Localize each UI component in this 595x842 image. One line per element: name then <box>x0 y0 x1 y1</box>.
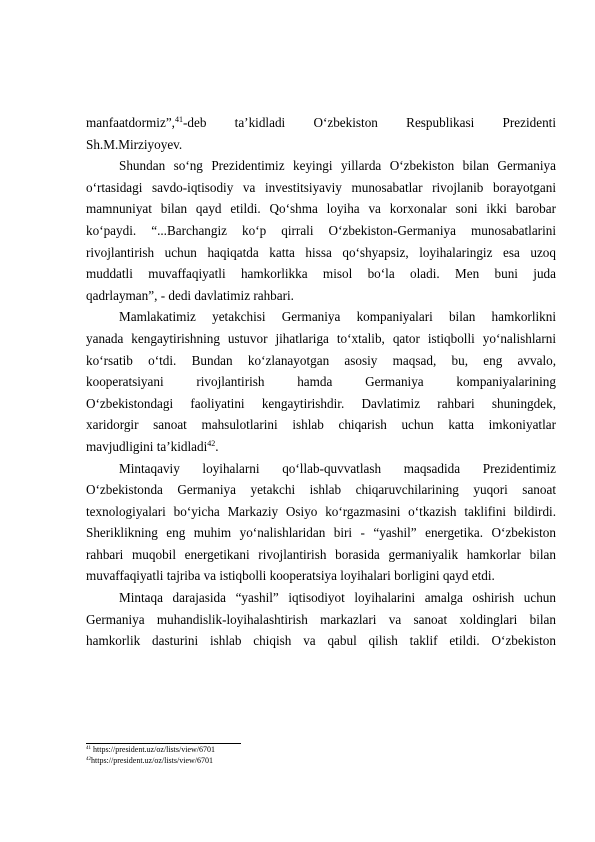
paragraph-3-line-2: yanada kengaytirishning ustuvor jihatlariga to‘xtalib, qator istiqbolli yo‘nalishlarni <box>86 330 556 346</box>
paragraph-3-line-1: Mamlakatimiz yetakchisi Germaniya kompaniyalari bilan hamkorlikni <box>119 309 556 325</box>
paragraph-3-line-3: ko‘rsatib o‘tdi. Bundan ko‘zlanayotgan asosiy maqsad, bu, eng avvalo, <box>86 352 556 368</box>
paragraph-2-line-7: qadrlayman”, - dedi davlatimiz rahbari. <box>86 287 294 303</box>
paragraph-2-line-4: ko‘paydi. “...Barchangiz ko‘p qirrali O‘zbekiston-Germaniya munosabatlarini <box>86 222 556 238</box>
footnote-41-link[interactable]: https://president.uz/oz/lists/view/6701 <box>93 745 215 754</box>
footnote-42-link[interactable]: https://president.uz/oz/lists/view/6701 <box>91 756 213 765</box>
footnote-ref-41: 41 <box>174 115 183 124</box>
paragraph-1-line-2: Sh.M.Mirziyoyev. <box>86 136 183 152</box>
paragraph-3-line-4: kooperatsiyani rivojlantirish hamda Germaniya kompaniyalarining <box>86 374 556 390</box>
paragraph-1-line-1: manfaatdormiz”,$^{41}$-deb ta’kidladi O‘zbekiston Respublikasi Prezidenti <box>86 115 556 130</box>
paragraph-2-line-5: rivojlantirish uchun haqiqatda katta hissa qo‘shyapsiz, loyihalaringiz esa uzoq <box>86 244 556 260</box>
footnote-41: $^{41}$ https://president.uz/oz/lists/view/6701 <box>86 745 215 754</box>
paragraph-2-line-2: o‘rtasidagi savdo-iqtisodiy va investitsiyaviy munosabatlar rivojlanib borayotgani <box>86 179 556 195</box>
paragraph-5-line-3: hamkorlik dasturini ishlab chiqish va qabul qilish taklif etildi. O‘zbekiston <box>86 633 556 649</box>
paragraph-3-line-6: xaridorgir sanoat mahsulotlarini ishlab chiqarish uchun katta imkoniyatlar <box>86 417 556 433</box>
paragraph-2-line-6: muddatli muvaffaqiyatli hamkorlikka misol bo‘la oladi. Men buni juda <box>86 266 556 282</box>
paragraph-3-line-7: mavjudligini ta’kidladi$^{42}$. <box>86 438 219 454</box>
paragraph-4-line-1: Mintaqaviy loyihalarni qo‘llab-quvvatlash maqsadida Prezidentimiz <box>119 460 556 476</box>
paragraph-4-line-6: muvaffaqiyatli tajriba va istiqbolli kooperatsiya loyihalari borligini qayd etdi. <box>86 568 495 584</box>
paragraph-2-line-1: Shundan so‘ng Prezidentimiz keyingi yillarda O‘zbekiston bilan Germaniya <box>119 158 556 174</box>
paragraph-4-line-2: O‘zbekistonda Germaniya yetakchi ishlab chiqaruvchilarining yuqori sanoat <box>86 482 556 498</box>
paragraph-4-line-4: Sheriklikning eng muhim yo‘nalishlaridan biri - “yashil” energetika. O‘zbekiston <box>86 525 556 541</box>
paragraph-2-line-3: mamnuniyat bilan qayd etildi. Qo‘shma loyiha va korxonalar soni ikki barobar <box>86 201 556 217</box>
footnote-divider <box>86 743 241 744</box>
footnote-ref-42: 42 <box>207 438 216 448</box>
paragraph-3-line-5: O‘zbekistondagi faoliyatini kengaytirishdir. Davlatimiz rahbari shuningdek, <box>86 395 556 411</box>
paragraph-5-line-2: Germaniya muhandislik-loyihalashtirish markazlari va sanoat xoldinglari bilan <box>86 611 556 627</box>
paragraph-4-line-3: texnologiyalari bo‘yicha Markaziy Osiyo ko‘rgazmasini o‘tkazish taklifini bildirdi. <box>86 503 556 519</box>
paragraph-5-line-1: Mintaqa darajasida “yashil” iqtisodiyot loyihalarini amalga oshirish uchun <box>119 590 556 606</box>
footnote-42: $^{42}$https://president.uz/oz/lists/view/6701 <box>86 756 213 765</box>
document-body <box>86 112 556 652</box>
paragraph-4-line-5: rahbari muqobil energetikani rivojlantirish borasida germaniyalik hamkorlar bilan <box>86 546 556 562</box>
